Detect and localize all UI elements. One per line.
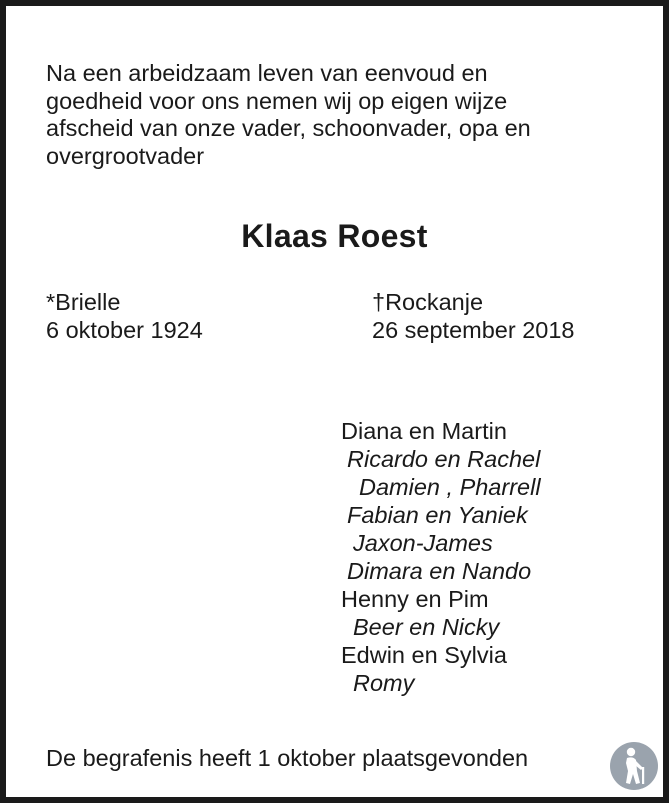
funeral-notice: De begrafenis heeft 1 oktober plaatsgevonden [46,745,529,771]
family-member: Jaxon-James [353,530,493,556]
elderly-walking-figure-icon [609,741,659,791]
intro-line: overgrootvader [46,142,205,169]
family-member: Damien , Pharrell [359,474,541,500]
intro-line: afscheid van onze vader, schoonvader, opa en [46,115,531,141]
family-member: Romy [353,670,415,696]
deceased-name: Klaas Roest [241,218,428,254]
family-member: Edwin en Sylvia [341,642,507,668]
intro-text [46,60,646,170]
death-place: †Rockanje [372,289,484,315]
birth-date: 6 oktober 1924 [46,317,203,343]
family-member: Ricardo en Rachel [347,446,541,472]
family-list [341,417,541,697]
death-date: 26 september 2018 [372,317,575,343]
intro-line: goedheid voor ons nemen wij op eigen wijze [46,87,508,114]
family-member: Dimara en Nando [347,558,532,584]
birth-place: *Brielle [46,289,121,315]
family-member: Fabian en Yaniek [347,502,528,528]
birth-info [46,288,203,344]
family-member: Beer en Nicky [353,614,500,640]
family-member: Henny en Pim [341,586,489,612]
intro-line: Na een arbeidzaam leven van eenvoud en [46,60,488,86]
death-info [372,288,575,344]
family-member: Diana en Martin [341,418,507,444]
